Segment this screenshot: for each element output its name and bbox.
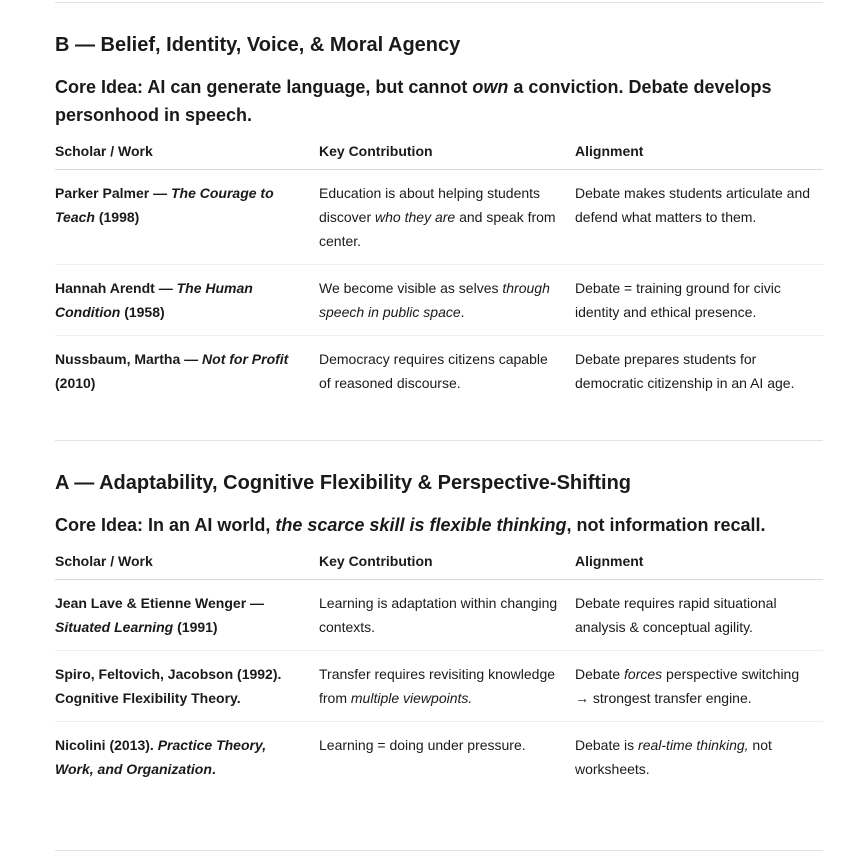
cell-text: Debate prepares students for democratic citizenship in an AI age. (575, 351, 795, 391)
contribution-cell (319, 580, 575, 651)
cell-text: . (460, 304, 465, 320)
cell-italic: Situated Learning (55, 619, 174, 635)
cell-text: Learning is adaptation within changing contexts. (319, 595, 558, 635)
contribution-cell (319, 170, 575, 265)
column-header-scholar: Scholar / Work (55, 135, 319, 170)
contribution-cell (319, 265, 575, 336)
cell-text: Democracy requires citizens capable of reasoned discourse. (319, 351, 548, 391)
column-header-scholar: Scholar / Work (55, 545, 319, 580)
cell-text: (1958) (120, 304, 165, 320)
cell-text: (1991) (173, 619, 218, 635)
scholar-cell (55, 651, 319, 722)
core-text: Core Idea: AI can generate language, but cannot (55, 77, 473, 97)
scholar-table (55, 545, 823, 792)
contribution-cell (319, 336, 575, 407)
scholar-table (55, 135, 823, 406)
cell-text: Debate requires rapid situational analysis & conceptual agility. (575, 595, 777, 635)
table-header-row (55, 135, 823, 170)
cell-text: Jean Lave & Etienne Wenger — (55, 595, 265, 611)
core-emphasis: own (472, 77, 509, 97)
cell-text: (2010) (55, 375, 96, 391)
alignment-cell (575, 265, 823, 336)
alignment-cell (575, 722, 823, 793)
cell-italic: multiple viewpoints. (350, 690, 473, 706)
alignment-cell (575, 170, 823, 265)
alignment-cell (575, 336, 823, 407)
cell-text: not worksheets. (575, 737, 772, 777)
section-b (55, 31, 823, 406)
cell-text: Debate makes students articulate and defend what matters to them. (575, 185, 811, 225)
core-text: a conviction. Debate develops personhood in speech. (55, 77, 772, 125)
column-header-contribution: Key Contribution (319, 545, 575, 580)
table-row (55, 651, 823, 722)
scholar-cell (55, 722, 319, 793)
column-header-alignment: Alignment (575, 135, 823, 170)
table-header-row (55, 545, 823, 580)
cell-text: (1998) (94, 209, 140, 225)
column-header-contribution: Key Contribution (319, 135, 575, 170)
cell-text: We become visible as selves (319, 280, 503, 296)
core-idea (55, 511, 823, 539)
cell-italic: forces (624, 666, 663, 682)
scholar-cell (55, 580, 319, 651)
cell-text: Debate is (575, 737, 639, 753)
cell-text: Parker Palmer — (55, 185, 171, 201)
cell-italic: The Human Condition (55, 280, 253, 320)
cell-italic: through speech in public space (319, 280, 550, 320)
table-row (55, 265, 823, 336)
cell-text: Education is about helping students discover (319, 185, 541, 225)
bottom-divider (55, 850, 823, 851)
cell-text: Transfer requires revisiting knowledge from (319, 666, 556, 706)
cell-text: Nicolini (2013). (55, 737, 158, 753)
top-divider (55, 2, 823, 3)
core-emphasis: the scarce skill is flexible thinking (275, 515, 567, 535)
cell-italic: The Courage to Teach (55, 185, 274, 225)
cell-italic: Practice Theory, Work, and Organization (55, 737, 267, 777)
cell-italic: real-time thinking, (638, 737, 749, 753)
cell-text: and speak from center. (319, 209, 556, 249)
cell-text: Nussbaum, Martha — (55, 351, 203, 367)
core-text: Core Idea: In an AI world, (55, 515, 276, 535)
cell-italic: Not for Profit (202, 351, 289, 367)
section-heading: B — Belief, Identity, Voice, & Moral Agency (55, 34, 461, 56)
contribution-cell (319, 651, 575, 722)
cell-text: Spiro, Feltovich, Jacobson (1992). Cognitive Flexibility Theory. (55, 666, 282, 706)
cell-text: Learning = doing under pressure. (319, 737, 526, 753)
cell-text: . (211, 761, 216, 777)
column-header-alignment: Alignment (575, 545, 823, 580)
core-text: , not information recall. (566, 515, 766, 535)
cell-text: Debate (575, 666, 625, 682)
table-row (55, 170, 823, 265)
scholar-cell (55, 336, 319, 407)
table-row (55, 722, 823, 793)
scholar-cell (55, 170, 319, 265)
table-row (55, 336, 823, 407)
table-row (55, 580, 823, 651)
section-heading: A — Adaptability, Cognitive Flexibility & Perspective-Shifting (55, 472, 632, 494)
core-idea (55, 73, 823, 129)
cell-text: perspective switching → strongest transfer engine. (575, 666, 800, 706)
cell-text: Hannah Arendt — (55, 280, 177, 296)
alignment-cell (575, 580, 823, 651)
contribution-cell (319, 722, 575, 793)
scholar-cell (55, 265, 319, 336)
cell-italic: who they are (375, 209, 456, 225)
cell-text: Debate = training ground for civic identity and ethical presence. (575, 280, 781, 320)
section-a (55, 469, 823, 792)
alignment-cell (575, 651, 823, 722)
section-divider (55, 440, 823, 441)
